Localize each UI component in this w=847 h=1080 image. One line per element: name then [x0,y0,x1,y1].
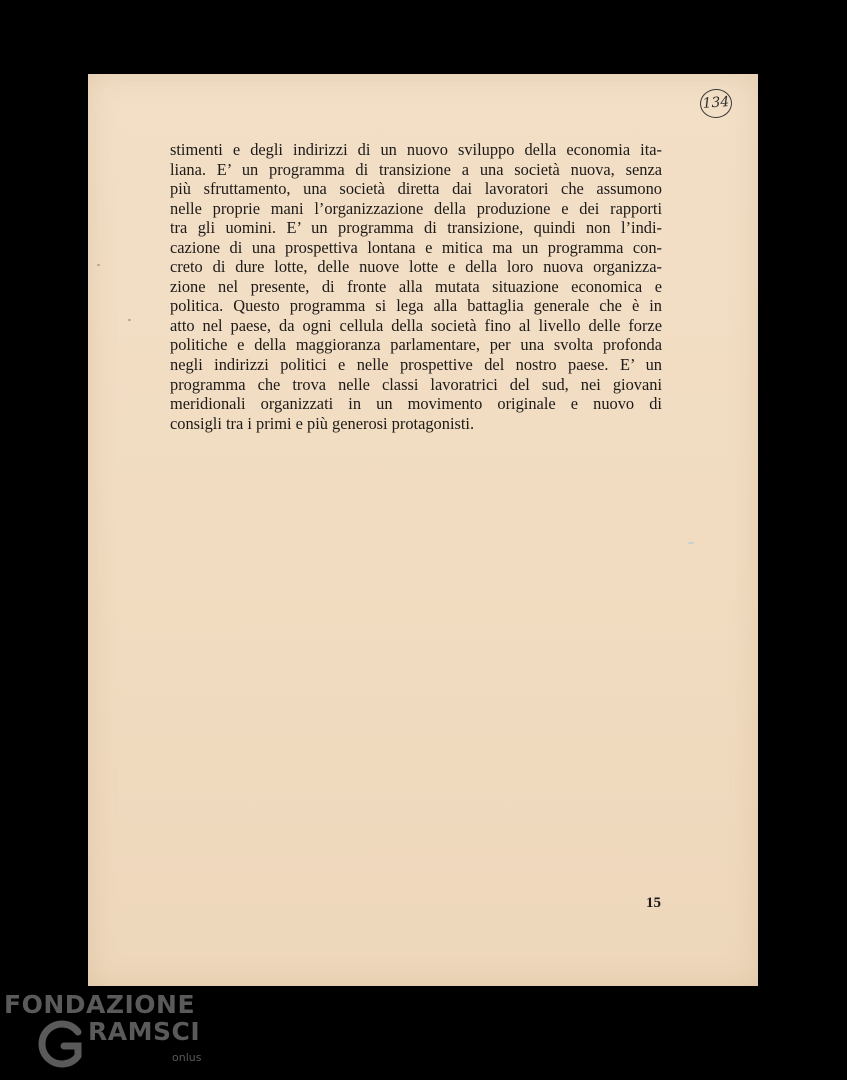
logo-g-icon [34,1018,86,1070]
paper-speck [688,542,694,544]
document-page [88,74,758,986]
archive-page-stamp: 134 [699,88,733,119]
text-line: tra gli uomini. E’ un programma di transizione, quindi non l’indi- [170,218,662,238]
logo-text-line1: FONDAZIONE [4,990,196,1019]
paper-speck [128,319,131,321]
logo-text-line2: RAMSCI [88,1017,201,1046]
text-line: stimenti e degli indirizzi di un nuovo sviluppo della economia ita- [170,140,662,159]
body-paragraph [170,140,662,433]
text-line: cazione di una prospettiva lontana e mitica ma un programma con- [170,237,662,257]
text-line: politiche e della maggioranza parlamentare, per una svolta profonda [170,335,662,355]
text-line: zione nel presente, di fronte alla mutata situazione economica e [170,276,662,296]
fondazione-gramsci-logo [4,990,214,1076]
text-line: consigli tra i primi e più generosi protagonisti. [170,413,475,433]
text-line: atto nel paese, da ogni cellula della società fino al livello delle forze [170,315,662,335]
text-line: nelle proprie mani l’organizzazione della produzione e dei rapporti [170,198,662,218]
logo-text-line3: onlus [172,1051,202,1064]
text-line: programma che trova nelle classi lavoratrici del sud, nei giovani [170,374,662,394]
text-line: liana. E’ un programma di transizione a una società nuova, senza [170,159,662,179]
text-line: politica. Questo programma si lega alla battaglia generale che è in [170,296,662,316]
text-line: negli indirizzi politici e nelle prospettive del nostro paese. E’ un [170,355,662,375]
paper-speck [97,264,100,266]
text-line: più sfruttamento, una società diretta dai lavoratori che assumono [170,179,662,199]
text-line: creto di dure lotte, delle nuove lotte e della loro nuova organizza- [170,257,662,277]
text-line: meridionali organizzati in un movimento originale e nuovo di [170,394,662,414]
page-number: 15 [646,895,661,911]
